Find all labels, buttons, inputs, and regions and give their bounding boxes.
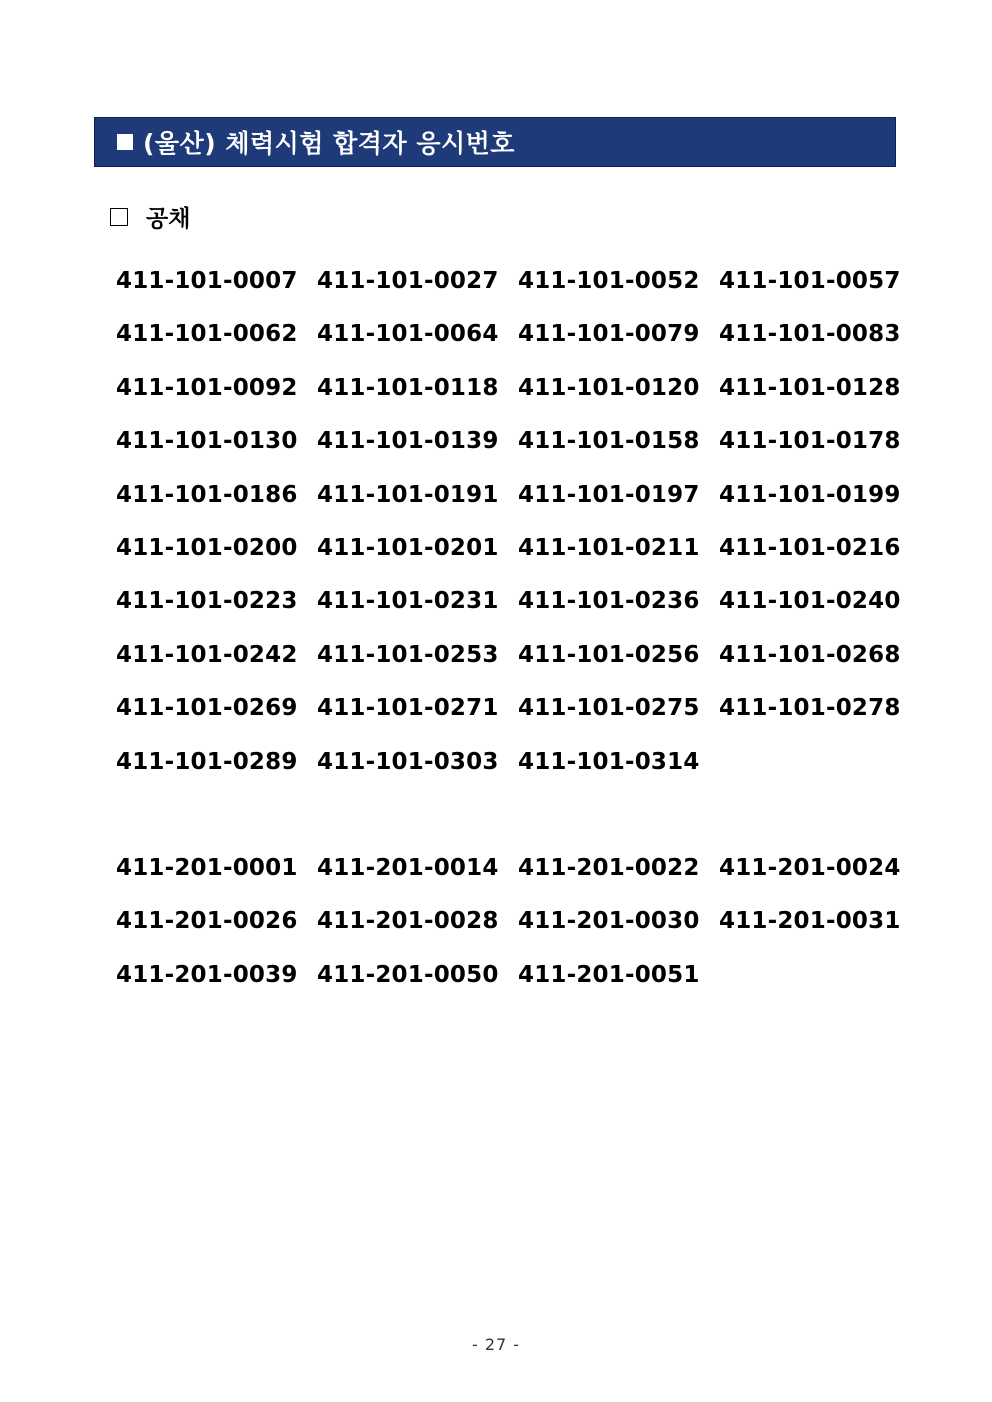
applicant-number: 411-101-0052: [518, 268, 700, 294]
applicant-number-group-2: [116, 850, 909, 1010]
applicant-number: 411-101-0256: [518, 641, 700, 668]
applicant-number: 411-101-0083: [719, 321, 901, 348]
applicant-number: 411-101-0223: [116, 588, 298, 615]
applicant-number: 411-101-0275: [518, 695, 700, 722]
applicant-number: 411-101-0178: [719, 428, 901, 455]
applicant-number: 411-101-0092: [116, 374, 298, 401]
applicant-number: 411-101-0216: [719, 534, 901, 561]
applicant-number: 411-201-0026: [116, 908, 298, 935]
applicant-number: 411-101-0289: [116, 748, 298, 775]
applicant-number: 411-201-0022: [518, 855, 700, 881]
applicant-number: 411-101-0271: [317, 695, 499, 722]
filled-square-icon: [117, 134, 133, 150]
applicant-number: 411-201-0001: [116, 855, 298, 881]
applicant-number: 411-101-0197: [518, 481, 700, 508]
applicant-number: 411-101-0130: [116, 428, 298, 455]
applicant-number: 411-101-0120: [518, 374, 700, 401]
applicant-number: 411-101-0158: [518, 428, 700, 455]
applicant-number: 411-201-0051: [518, 961, 700, 988]
applicant-number: 411-101-0118: [317, 374, 499, 401]
page-title: (울산) 체력시험 합격자 응시번호: [143, 129, 515, 158]
applicant-number: 411-101-0200: [116, 534, 298, 561]
applicant-number: 411-101-0007: [116, 268, 298, 294]
applicant-number-group-1: [116, 263, 909, 797]
applicant-number: 411-101-0201: [317, 534, 499, 561]
applicant-number: 411-201-0024: [719, 855, 901, 881]
applicant-number: 411-101-0268: [719, 641, 901, 668]
applicant-number: 411-101-0269: [116, 695, 298, 722]
applicant-number: 411-101-0186: [116, 481, 298, 508]
applicant-number: 411-101-0139: [317, 428, 499, 455]
section-label: 공채: [146, 206, 191, 232]
applicant-number: 411-101-0064: [317, 321, 499, 348]
section-heading: [110, 200, 190, 233]
applicant-number: 411-101-0236: [518, 588, 700, 615]
applicant-number: 411-201-0014: [317, 855, 499, 881]
applicant-number: 411-201-0039: [116, 961, 298, 988]
applicant-number: 411-201-0030: [518, 908, 700, 935]
applicant-number: 411-101-0231: [317, 588, 499, 615]
applicant-number: 411-101-0199: [719, 481, 901, 508]
applicant-number: 411-101-0057: [719, 268, 901, 294]
applicant-number: 411-101-0278: [719, 695, 901, 722]
applicant-number: 411-101-0079: [518, 321, 700, 348]
applicant-number: 411-101-0303: [317, 748, 499, 775]
page-number: - 27 -: [471, 1335, 521, 1354]
applicant-number: 411-101-0253: [317, 641, 499, 668]
empty-square-icon: [110, 208, 128, 226]
applicant-number: 411-201-0031: [719, 908, 901, 935]
applicant-number: 411-101-0128: [719, 374, 901, 401]
applicant-number: 411-101-0211: [518, 534, 700, 561]
applicant-number: 411-101-0027: [317, 268, 499, 294]
section-title-bar: [94, 117, 896, 167]
applicant-number: 411-101-0240: [719, 588, 901, 615]
applicant-number: 411-201-0050: [317, 961, 499, 988]
applicant-number: 411-201-0028: [317, 908, 499, 935]
applicant-number: 411-101-0314: [518, 748, 700, 775]
applicant-number: 411-101-0191: [317, 481, 499, 508]
applicant-number: 411-101-0062: [116, 321, 298, 348]
applicant-number: 411-101-0242: [116, 641, 298, 668]
